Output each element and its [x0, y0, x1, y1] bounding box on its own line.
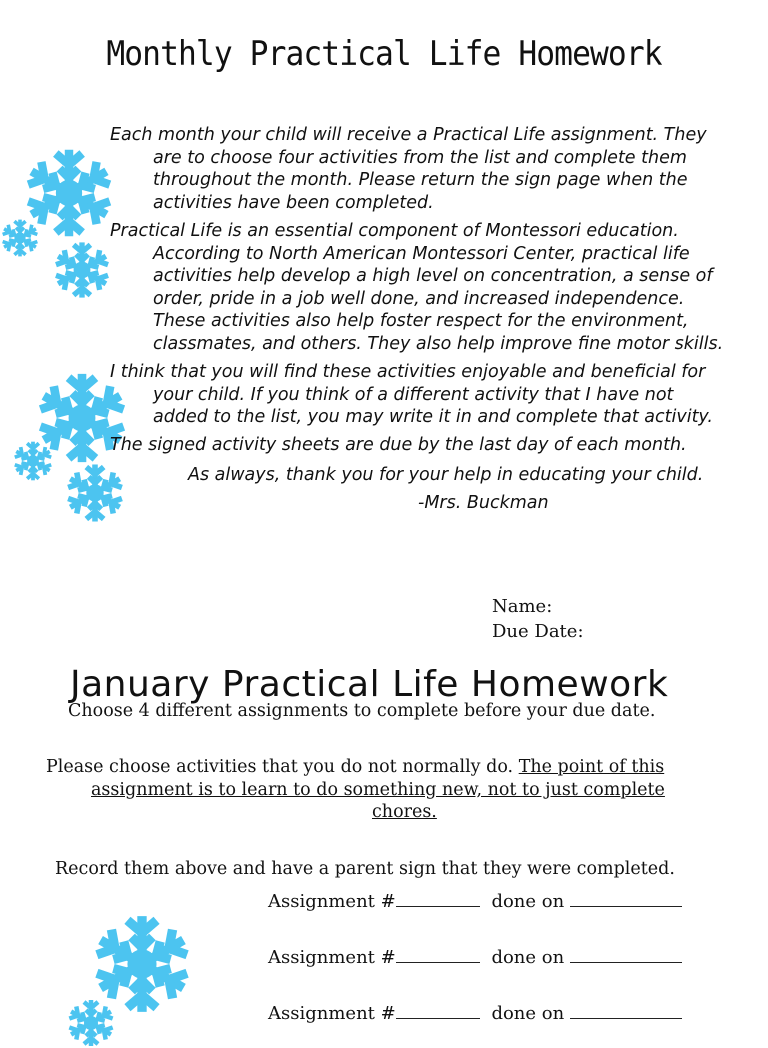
- done-on-date-blank[interactable]: [570, 890, 682, 907]
- text-line: activities have been completed.: [153, 192, 434, 213]
- text-line: These activities also help foster respect for the environment,: [153, 311, 689, 332]
- text-line: Practical Life is an essential component of Montessori education.: [110, 221, 679, 241]
- text-line: activities help develop a high level on concentration, a sense of: [153, 266, 713, 287]
- page-title: Monthly Practical Life Homework: [106, 34, 662, 74]
- paragraph-enjoy: [110, 361, 713, 429]
- paragraph-due: The signed activity sheets are due by the last day of each month.: [110, 435, 687, 455]
- assignment-row: [268, 890, 682, 912]
- text-line: added to the list, you may write it in and complete that activity.: [153, 407, 713, 428]
- text-line: classmates, and others. They also help improve fine motor skills.: [153, 333, 724, 354]
- assignment-label: Assignment #: [268, 891, 396, 912]
- instruction-choose: Choose 4 different assignments to complete before your due date.: [68, 701, 656, 721]
- assignment-label: Assignment #: [268, 1003, 396, 1024]
- snowflake-icon: [52, 240, 112, 300]
- snowflake-icon: [64, 462, 126, 524]
- text-line: Each month your child will receive a Practical Life assignment. They: [110, 125, 707, 145]
- name-label: Name:: [492, 596, 553, 617]
- done-on-label: done on: [491, 947, 565, 968]
- done-on-date-blank[interactable]: [570, 946, 682, 963]
- assignment-row: [268, 1002, 682, 1024]
- instruction-underlined: The point of this: [518, 757, 665, 777]
- text-line: are to choose four activities from the list and complete them: [153, 147, 687, 168]
- signature: -Mrs. Buckman: [418, 493, 549, 513]
- text-line: According to North American Montessori Center, practical life: [153, 243, 690, 264]
- text-line: I think that you will find these activities enjoyable and beneficial for: [110, 362, 706, 382]
- instruction-please: [46, 756, 665, 824]
- text-line: throughout the month. Please return the sign page when the: [153, 170, 688, 191]
- text-line: your child. If you think of a different activity that I have not: [153, 384, 674, 405]
- done-on-label: done on: [491, 1003, 565, 1024]
- snowflake-icon: [12, 440, 54, 482]
- assignment-number-blank[interactable]: [396, 946, 480, 963]
- assignment-row: [268, 946, 682, 968]
- snowflake-icon: [66, 998, 116, 1048]
- paragraph-montessori: [110, 220, 723, 356]
- snowflake-icon: [0, 218, 40, 258]
- paragraph-intro: [110, 124, 707, 214]
- instruction-text: Please choose activities that you do not normally do.: [46, 757, 514, 777]
- instruction-record: Record them above and have a parent sign that they were completed.: [55, 859, 675, 879]
- instruction-underlined: chores.: [372, 802, 437, 822]
- text-line: order, pride in a job well done, and increased independence.: [153, 288, 685, 309]
- section-title: January Practical Life Homework: [70, 664, 669, 705]
- instruction-underlined: assignment is to learn to do something new, not to just complete: [91, 779, 665, 800]
- assignment-number-blank[interactable]: [396, 1002, 480, 1019]
- closing-line: As always, thank you for your help in educating your child.: [188, 465, 704, 485]
- assignment-number-blank[interactable]: [396, 890, 480, 907]
- assignment-label: Assignment #: [268, 947, 396, 968]
- done-on-label: done on: [491, 891, 565, 912]
- done-on-date-blank[interactable]: [570, 1002, 682, 1019]
- due-date-label: Due Date:: [492, 621, 584, 642]
